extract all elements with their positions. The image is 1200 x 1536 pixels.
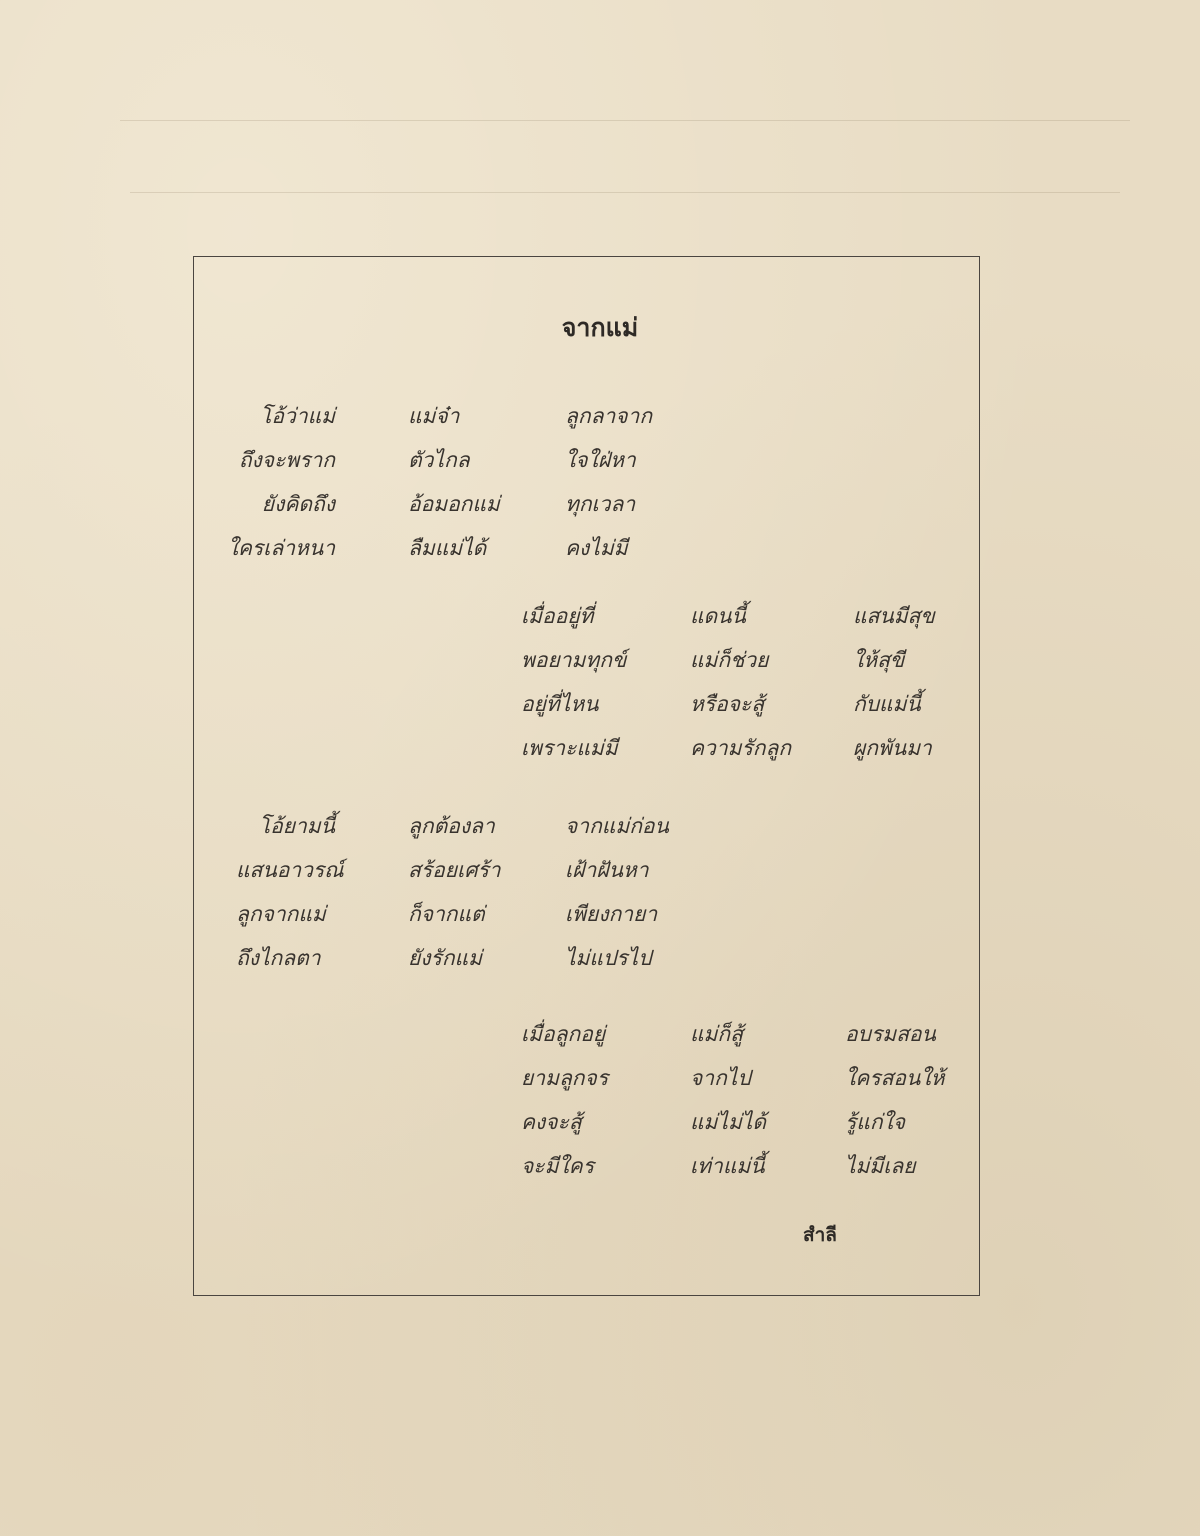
poem-phrase: เมื่ออยู่ที่ bbox=[521, 604, 594, 628]
poem-phrase: ลูกจากแม่ bbox=[236, 902, 326, 926]
poem-phrase: แม่จ๋า bbox=[408, 404, 460, 428]
poem-phrase: พอยามทุกข์ bbox=[521, 648, 627, 672]
bleed-through-line bbox=[120, 120, 1130, 121]
poem-phrase: หรือจะสู้ bbox=[690, 692, 765, 716]
poem-phrase: ยังรักแม่ bbox=[408, 946, 482, 970]
poem-phrase: เพราะแม่มี bbox=[521, 736, 618, 760]
poem-phrase: โอ้ว่าแม่ bbox=[260, 404, 335, 428]
poem-phrase: เพียงกายา bbox=[565, 902, 658, 926]
poem-phrase: อ้อมอกแม่ bbox=[408, 492, 500, 516]
poem-phrase: อยู่ที่ไหน bbox=[521, 692, 599, 716]
poem-phrase: ความรักลูก bbox=[690, 736, 792, 760]
poem-phrase: ถึงไกลตา bbox=[236, 946, 321, 970]
poem-phrase: แดนนี้ bbox=[690, 604, 746, 628]
poem-phrase: ยังคิดถึง bbox=[261, 492, 335, 516]
poem-phrase: สร้อยเศร้า bbox=[408, 858, 501, 882]
poem-phrase: รู้แก่ใจ bbox=[845, 1110, 906, 1134]
poem-phrase: คงไม่มี bbox=[565, 536, 628, 560]
poem-phrase: ก็จากแต่ bbox=[408, 902, 485, 926]
poem-phrase: แสนมีสุข bbox=[853, 604, 935, 628]
poem-phrase: ใครเล่าหนา bbox=[227, 536, 335, 560]
poem-phrase: ถึงจะพราก bbox=[238, 448, 335, 472]
poem-phrase: คงจะสู้ bbox=[521, 1110, 582, 1134]
poem-phrase: อบรมสอน bbox=[845, 1022, 936, 1046]
poem-phrase: แม่ไม่ได้ bbox=[690, 1110, 766, 1134]
poem-phrase: ไม่มีเลย bbox=[845, 1154, 916, 1178]
poem-phrase: แสนอาวรณ์ bbox=[236, 858, 344, 882]
poem-phrase: จากแม่ก่อน bbox=[565, 814, 669, 838]
poem-signature: สำลี bbox=[803, 1224, 837, 1246]
poem-phrase: ลูกต้องลา bbox=[408, 814, 495, 838]
poem-phrase: จะมีใคร bbox=[521, 1154, 595, 1178]
poem-phrase: ให้สุขี bbox=[853, 648, 905, 672]
poem-phrase: ยามลูกจร bbox=[521, 1066, 609, 1090]
poem-title: จากแม่ bbox=[561, 313, 639, 342]
poem-phrase: แม่ก็ช่วย bbox=[690, 648, 769, 672]
poem-phrase: เฝ้าฝันหา bbox=[565, 858, 649, 882]
poem-phrase: ทุกเวลา bbox=[565, 492, 636, 516]
poem-phrase: ไม่แปรไป bbox=[565, 946, 652, 970]
poem-phrase: ตัวไกล bbox=[408, 448, 470, 472]
poem-phrase: ลูกลาจาก bbox=[565, 404, 653, 428]
poem-phrase: เมื่อลูกอยู่ bbox=[521, 1022, 606, 1046]
bleed-through-line bbox=[130, 192, 1120, 193]
poem-phrase: โอ้ยามนี้ bbox=[258, 814, 335, 838]
poem-phrase: แม่ก็สู้ bbox=[690, 1022, 743, 1046]
poem-phrase: ใจใฝ่หา bbox=[565, 448, 636, 472]
poem-phrase: ใครสอนให้ bbox=[845, 1066, 945, 1090]
poem-phrase: กับแม่นี้ bbox=[853, 692, 921, 716]
poem-phrase: จากไป bbox=[690, 1066, 751, 1090]
poem-phrase: ลืมแม่ได้ bbox=[408, 536, 487, 560]
poem-phrase: เท่าแม่นี้ bbox=[690, 1154, 765, 1178]
poem-phrase: ผูกพันมา bbox=[853, 736, 932, 760]
